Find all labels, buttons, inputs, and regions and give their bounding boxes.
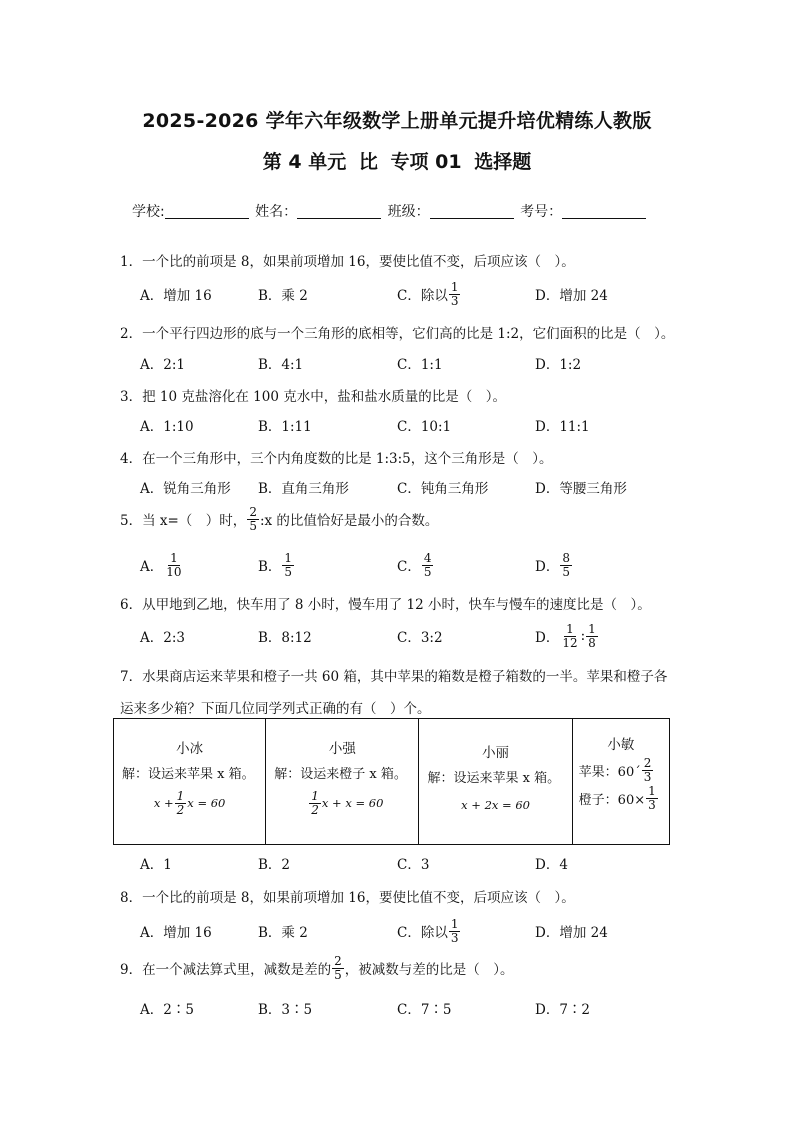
cell-xiaoli — [419, 719, 572, 845]
question-2-stem: 2．一个平行四边形的底与一个三角形的底相等，它们高的比是 1:2，它们面积的比是（ ）。 — [120, 326, 675, 342]
q7-option-d[interactable]: D．4 — [535, 857, 568, 873]
school-field[interactable] — [165, 204, 249, 219]
question-1-options — [140, 274, 660, 314]
q9-option-d[interactable]: D．7∶2 — [535, 1002, 591, 1018]
q4-option-c[interactable]: C．钝角三角形 — [397, 481, 489, 497]
q7-option-b[interactable]: B．2 — [258, 857, 291, 873]
q5-option-a[interactable]: A． $\frac{1}{10}$ — [140, 550, 182, 579]
fraction: $\frac{1}{3}$ — [450, 279, 459, 308]
equation: x + 2x = 60 — [461, 798, 530, 812]
worksheet-subtitle — [0, 147, 794, 174]
name-label: 姓名： — [255, 204, 298, 220]
q6-option-b[interactable]: B．8:12 — [258, 630, 312, 646]
cell-xiaomin — [572, 719, 669, 845]
q1-option-c[interactable]: C．除以 $\frac{1}{3}$ — [397, 279, 459, 308]
student-name: 小强 — [328, 741, 356, 757]
q4-option-b[interactable]: B．直角三角形 — [258, 481, 349, 497]
question-7-stem-line-1: 7．水果商店运来苹果和橙子一共 60 箱，其中苹果的箱数是橙子箱数的一半。苹果和橙子各 — [120, 669, 668, 685]
question-7-options — [140, 843, 660, 883]
class-field[interactable] — [430, 204, 514, 219]
fraction: $\frac{1}{8}$ — [588, 621, 596, 650]
question-8-options — [140, 911, 660, 951]
q6-option-a[interactable]: A．2:3 — [140, 630, 185, 646]
q3-option-a[interactable]: A．1:10 — [140, 419, 194, 435]
solution-setup: 解：设运来苹果 x 箱。 — [122, 767, 255, 782]
q8-option-b[interactable]: B．乘 2 — [258, 925, 308, 941]
q9-option-a[interactable]: A．2∶5 — [140, 1002, 194, 1018]
q5-option-b[interactable]: B． $\frac{1}{5}$ — [258, 550, 293, 579]
question-5-options — [140, 545, 660, 585]
solution-setup: 解：设运来橙子 x 箱。 — [274, 767, 407, 782]
exam-number-field[interactable] — [562, 204, 646, 219]
q5-option-c[interactable]: C． $\frac{4}{5}$ — [397, 550, 432, 579]
unit-label: 第 4 单元 — [262, 151, 347, 173]
question-5-stem: 5．当 x=（ ）时， $\frac{2}{5}$ :x 的比值恰好是最小的合数。 — [120, 505, 439, 533]
student-info-row — [132, 201, 648, 221]
question-6-stem: 6．从甲地到乙地，快车用了 8 小时，慢车用了 12 小时，快车与慢车的速度比是（ ）。 — [120, 597, 651, 613]
section-label: 专项 01 — [390, 151, 462, 173]
orange-expression: 橙子：60× $\frac{1}{3}$ — [578, 784, 656, 812]
q6-option-d[interactable]: D． $\frac{1}{12}$ : $\frac{1}{8}$ — [535, 621, 596, 650]
q7-option-c[interactable]: C．3 — [397, 857, 430, 873]
question-3-stem: 3．把 10 克盐溶化在 100 克水中，盐和盐水质量的比是（ ）。 — [120, 389, 506, 405]
school-label: 学校: — [132, 204, 165, 220]
cell-xiaoqiang — [266, 719, 419, 845]
q4-option-a[interactable]: A．锐角三角形 — [140, 481, 231, 497]
question-4-options — [140, 467, 660, 507]
fraction: $\frac{2}{3}$ — [643, 756, 652, 784]
question-9-stem: 9．在一个减法算式里，减数是差的 $\frac{2}{5}$ ，被减数与差的比是（ ）。 — [120, 954, 514, 982]
q3-option-c[interactable]: C．10:1 — [397, 419, 452, 435]
fraction: $\frac{1}{10}$ — [166, 550, 182, 579]
q7-option-a[interactable]: A．1 — [140, 857, 172, 873]
fraction: $\frac{1}{2}$ — [176, 789, 185, 817]
q1-option-a[interactable]: A．增加 16 — [140, 288, 212, 304]
fraction: $\frac{2}{5}$ — [249, 505, 257, 533]
question-3-options — [140, 405, 660, 445]
cell-xiaobing — [114, 719, 266, 845]
q2-option-c[interactable]: C．1:1 — [397, 357, 443, 373]
worksheet-title: 2025-2026 学年六年级数学上册单元提升培优精练人教版 — [142, 110, 652, 132]
fraction: $\frac{8}{5}$ — [562, 550, 570, 579]
q1-option-b[interactable]: B．乘 2 — [258, 288, 308, 304]
q1-option-d[interactable]: D．增加 24 — [535, 288, 608, 304]
q9-option-b[interactable]: B．3∶5 — [258, 1002, 313, 1018]
fraction: $\frac{1}{2}$ — [311, 789, 319, 817]
student-name: 小丽 — [482, 745, 510, 761]
student-name: 小敏 — [607, 737, 635, 753]
equation: $\frac{1}{2}$ x + x = 60 — [311, 789, 384, 817]
student-name: 小冰 — [176, 741, 204, 757]
q2-option-b[interactable]: B．4:1 — [258, 357, 304, 373]
fraction: $\frac{2}{5}$ — [334, 954, 342, 982]
class-label: 班级： — [387, 204, 430, 220]
question-4-stem: 4．在一个三角形中，三个内角度数的比是 1:3:5，这个三角形是（ ）。 — [120, 451, 553, 467]
fraction: $\frac{1}{3}$ — [648, 784, 656, 812]
q8-option-c[interactable]: C．除以 $\frac{1}{3}$ — [397, 916, 459, 945]
solution-setup: 解：设运来苹果 x 箱。 — [427, 771, 561, 786]
question-8-stem: 8．一个比的前项是 8，如果前项增加 16，要使比值不变，后项应该（ ）。 — [120, 890, 575, 906]
q8-option-d[interactable]: D．增加 24 — [535, 925, 608, 941]
fraction: $\frac{1}{5}$ — [284, 550, 293, 579]
question-1-stem: 1．一个比的前项是 8，如果前项增加 16，要使比值不变，后项应该（ ）。 — [120, 254, 575, 270]
q5-option-d[interactable]: D． $\frac{8}{5}$ — [535, 550, 570, 579]
question-6-options — [140, 616, 660, 656]
q6-option-c[interactable]: C．3:2 — [397, 630, 443, 646]
question-7-table — [113, 718, 670, 845]
q9-option-c[interactable]: C．7∶5 — [397, 1002, 452, 1018]
topic-label: 比 — [358, 151, 378, 173]
question-7-stem-line-2: 运来多少箱？下面几位同学列式正确的有（ ）个。 — [120, 701, 431, 717]
fraction: $\frac{4}{5}$ — [423, 550, 432, 579]
apple-expression: 苹果：60´ $\frac{2}{3}$ — [578, 756, 652, 784]
question-type-label: 选择题 — [474, 151, 532, 173]
q3-option-b[interactable]: B．1:11 — [258, 419, 312, 435]
exam-number-label: 考号： — [520, 204, 563, 220]
q4-option-d[interactable]: D．等腰三角形 — [535, 481, 627, 497]
name-field[interactable] — [297, 204, 381, 219]
q2-option-d[interactable]: D．1:2 — [535, 357, 582, 373]
q2-option-a[interactable]: A．2:1 — [140, 357, 185, 373]
question-9-options — [140, 988, 660, 1028]
q8-option-a[interactable]: A．增加 16 — [140, 925, 212, 941]
q3-option-d[interactable]: D．11:1 — [535, 419, 590, 435]
fraction: $\frac{1}{12}$ — [562, 621, 578, 650]
question-2-options — [140, 343, 660, 383]
equation: x + $\frac{1}{2}$ x = 60 — [153, 789, 226, 817]
fraction: $\frac{1}{3}$ — [450, 916, 459, 945]
